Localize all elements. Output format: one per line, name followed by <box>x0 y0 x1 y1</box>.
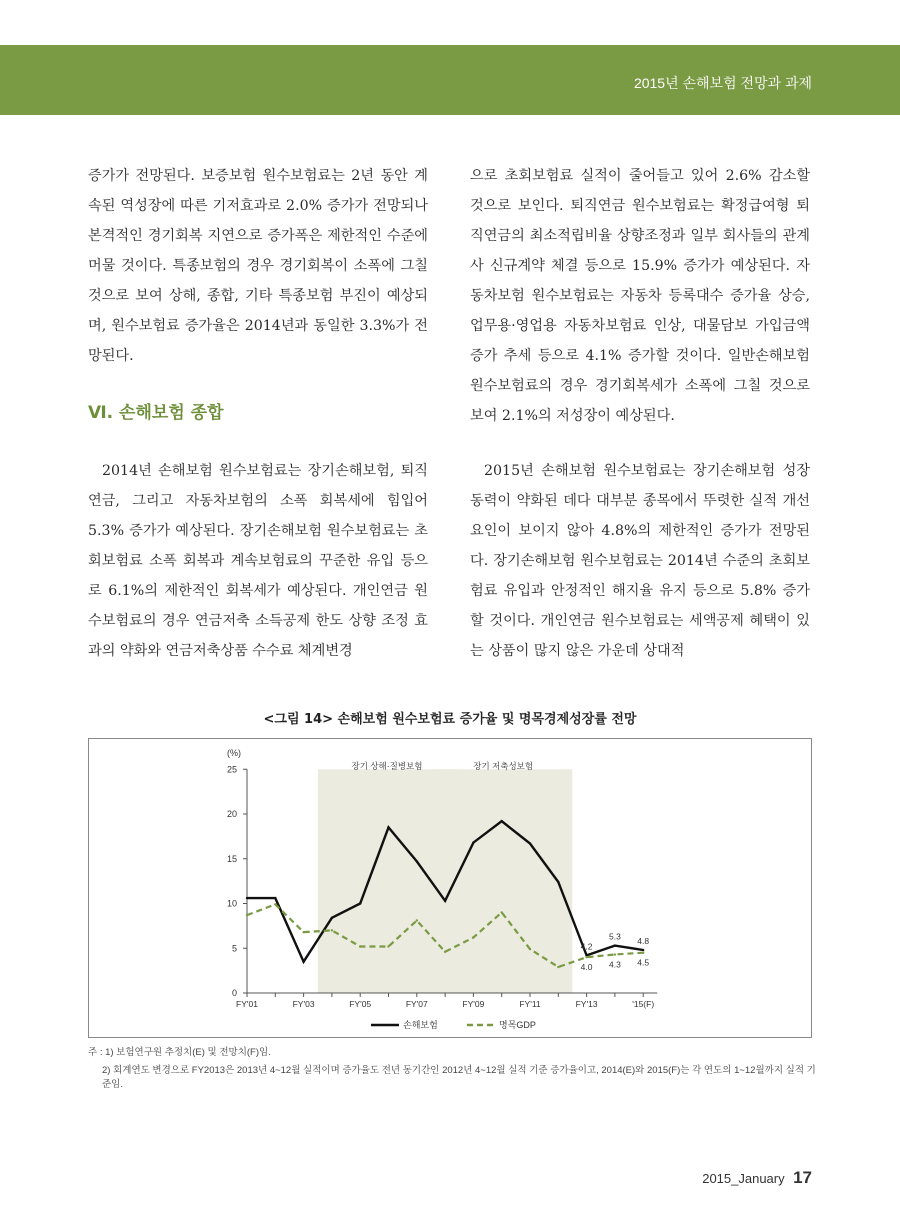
issue-label: 2015_January <box>702 1171 785 1186</box>
y-tick-label: 20 <box>226 809 237 819</box>
data-label: 4.3 <box>608 959 621 970</box>
shaded-period-label: 장기 저축성보험 <box>473 761 534 771</box>
data-point <box>416 919 418 921</box>
note-1: 주 : 1) 보험연구원 추정치(E) 및 전망치(F)임. <box>88 1047 271 1058</box>
data-point <box>274 897 276 899</box>
figure-frame <box>88 738 812 1038</box>
running-header-title: 2015년 손해보험 전망과 과제 <box>633 75 812 91</box>
right-paragraph-1: 으로 초회보험료 실적이 줄어들고 있어 2.6% 감소할 것으로 보인다. 퇴직연금 원수보험료는 확정급여형 퇴직연금의 최소적립비율 상향조정과 일부 회사들의 관계사 신규계약 체결 등으로 15.9% 증가가 예상된다. 자동차보험 원수보험료는 자동차 등록대수 증가율 상승, 업무용·영업용 자동차보험료 인상, 대물담보 가입금액 증가 추세 등으로 4.1% 증가할 것이다. 일반손해보험 원수보험료의 경우 경기회복세가 소폭에 그칠 것으로 보여 2.1%의 저성장이 예상된다. <box>470 168 810 424</box>
data-point <box>472 936 474 938</box>
right-column-bottom <box>470 456 810 666</box>
data-point <box>387 945 389 947</box>
x-tick-label: FY'09 <box>462 999 485 1009</box>
y-tick-label: 15 <box>226 853 237 864</box>
y-axis-unit-label: (%) <box>227 748 241 758</box>
data-point <box>331 929 333 931</box>
x-tick-label: '15(F) <box>632 999 655 1009</box>
y-tick-label: 10 <box>226 898 237 909</box>
data-point <box>416 860 418 862</box>
data-point <box>246 914 248 916</box>
left-paragraph-2: 2014년 손해보험 원수보험료는 장기손해보험, 퇴직연금, 그리고 자동차보험의 소폭 회복세에 힘입어 5.3% 증가가 예상된다. 장기손해보험 원수보험료는 초회보험료 소폭 회복과 계속보험료의 꾸준한 유입 등으로 6.1%의 제한적인 회복세가 예상된다. 개인연금 원수보험료의 경우 연금저축 소득공제 한도 상향 조정 효과의 약화와 연금저축상품 수수료 체계변경 <box>88 463 428 659</box>
data-label: 4.5 <box>637 957 650 968</box>
data-label: 4.2 <box>580 941 593 952</box>
page-footer <box>702 1168 812 1188</box>
left-column-top <box>88 161 428 371</box>
data-point <box>642 949 644 951</box>
data-point <box>472 841 474 843</box>
header-band <box>0 45 900 115</box>
data-point <box>529 948 531 950</box>
data-point <box>302 931 304 933</box>
data-point <box>302 960 304 962</box>
x-tick-label: FY'03 <box>292 999 315 1009</box>
right-paragraph-2: 2015년 손해보험 원수보험료는 장기손해보험 성장 동력이 약화된 데다 대부분 종목에서 뚜렷한 실적 개선 요인이 보이지 않아 4.8%의 제한적인 증가가 전망된다. 장기손해보험 원수보험료는 2014년 수준의 초회보험료 유입과 안정적인 해지율 유지 등으로 5.8% 증가할 것이다. 개인연금 원수보험료는 세액공제 혜택이 있는 상품이 많지 않은 가운데 상대적 <box>470 463 810 659</box>
right-column-top <box>470 161 810 431</box>
data-label: 4.8 <box>637 936 650 947</box>
figure-title: <그림 14> 손해보험 원수보험료 증가율 및 명목경제성장률 전망 <box>263 712 637 727</box>
data-point <box>246 897 248 899</box>
shaded-period-label: 장기 상해·질병보험 <box>351 761 423 771</box>
data-point <box>614 953 616 955</box>
x-tick-label: FY'05 <box>349 999 372 1009</box>
note-2: 2) 회계연도 변경으로 FY2013은 2013년 4~12월 실적이며 증가율도 전년 동기간인 2012년 4~12월 실적 기준 증가율이고, 2014(E)와 2015(F)는 각 연도의 1~12월까지 실적 기준임. <box>102 1065 816 1090</box>
data-point <box>642 952 644 954</box>
page-number: 17 <box>793 1168 812 1187</box>
data-point <box>444 900 446 902</box>
left-column-bottom <box>88 456 428 666</box>
data-point <box>444 951 446 953</box>
legend-label: 손해보험 <box>403 1020 438 1030</box>
data-point <box>585 956 587 958</box>
data-point <box>529 842 531 844</box>
data-point <box>501 820 503 822</box>
data-point <box>359 945 361 947</box>
line-chart <box>89 739 811 1037</box>
x-tick-label: FY'11 <box>519 999 541 1009</box>
y-tick-label: 0 <box>231 988 237 998</box>
data-point <box>359 902 361 904</box>
data-point <box>387 826 389 828</box>
data-point <box>557 881 559 883</box>
data-point <box>274 903 276 905</box>
y-tick-label: 5 <box>231 943 237 954</box>
data-point <box>501 911 503 913</box>
x-tick-label: FY'13 <box>575 999 598 1009</box>
data-point <box>557 966 559 968</box>
figure-notes <box>88 1046 818 1092</box>
x-tick-label: FY'01 <box>236 999 258 1009</box>
data-label: 4.0 <box>580 962 593 973</box>
section-heading: Ⅵ. 손해보험 종합 <box>88 403 224 423</box>
left-paragraph-1: 증가가 전망된다. 보증보험 원수보험료는 2년 동안 계속된 역성장에 따른 기저효과로 2.0% 증가가 전망되나 본격적인 경기회복 지연으로 증가폭은 제한적인 수준에 머물 것이다. 특종보험의 경우 경기회복이 소폭에 그칠 것으로 보여 상해, 종합, 기타 특종보험 부진이 예상되며, 원수보험료 증가율은 2014년과 동일한 3.3%가 전망된다. <box>88 168 428 364</box>
data-point <box>331 917 333 919</box>
data-label: 5.3 <box>608 931 621 942</box>
y-tick-label: 25 <box>226 764 237 775</box>
legend-label: 명목GDP <box>499 1020 536 1030</box>
data-point <box>614 944 616 946</box>
x-tick-label: FY'07 <box>405 999 428 1009</box>
